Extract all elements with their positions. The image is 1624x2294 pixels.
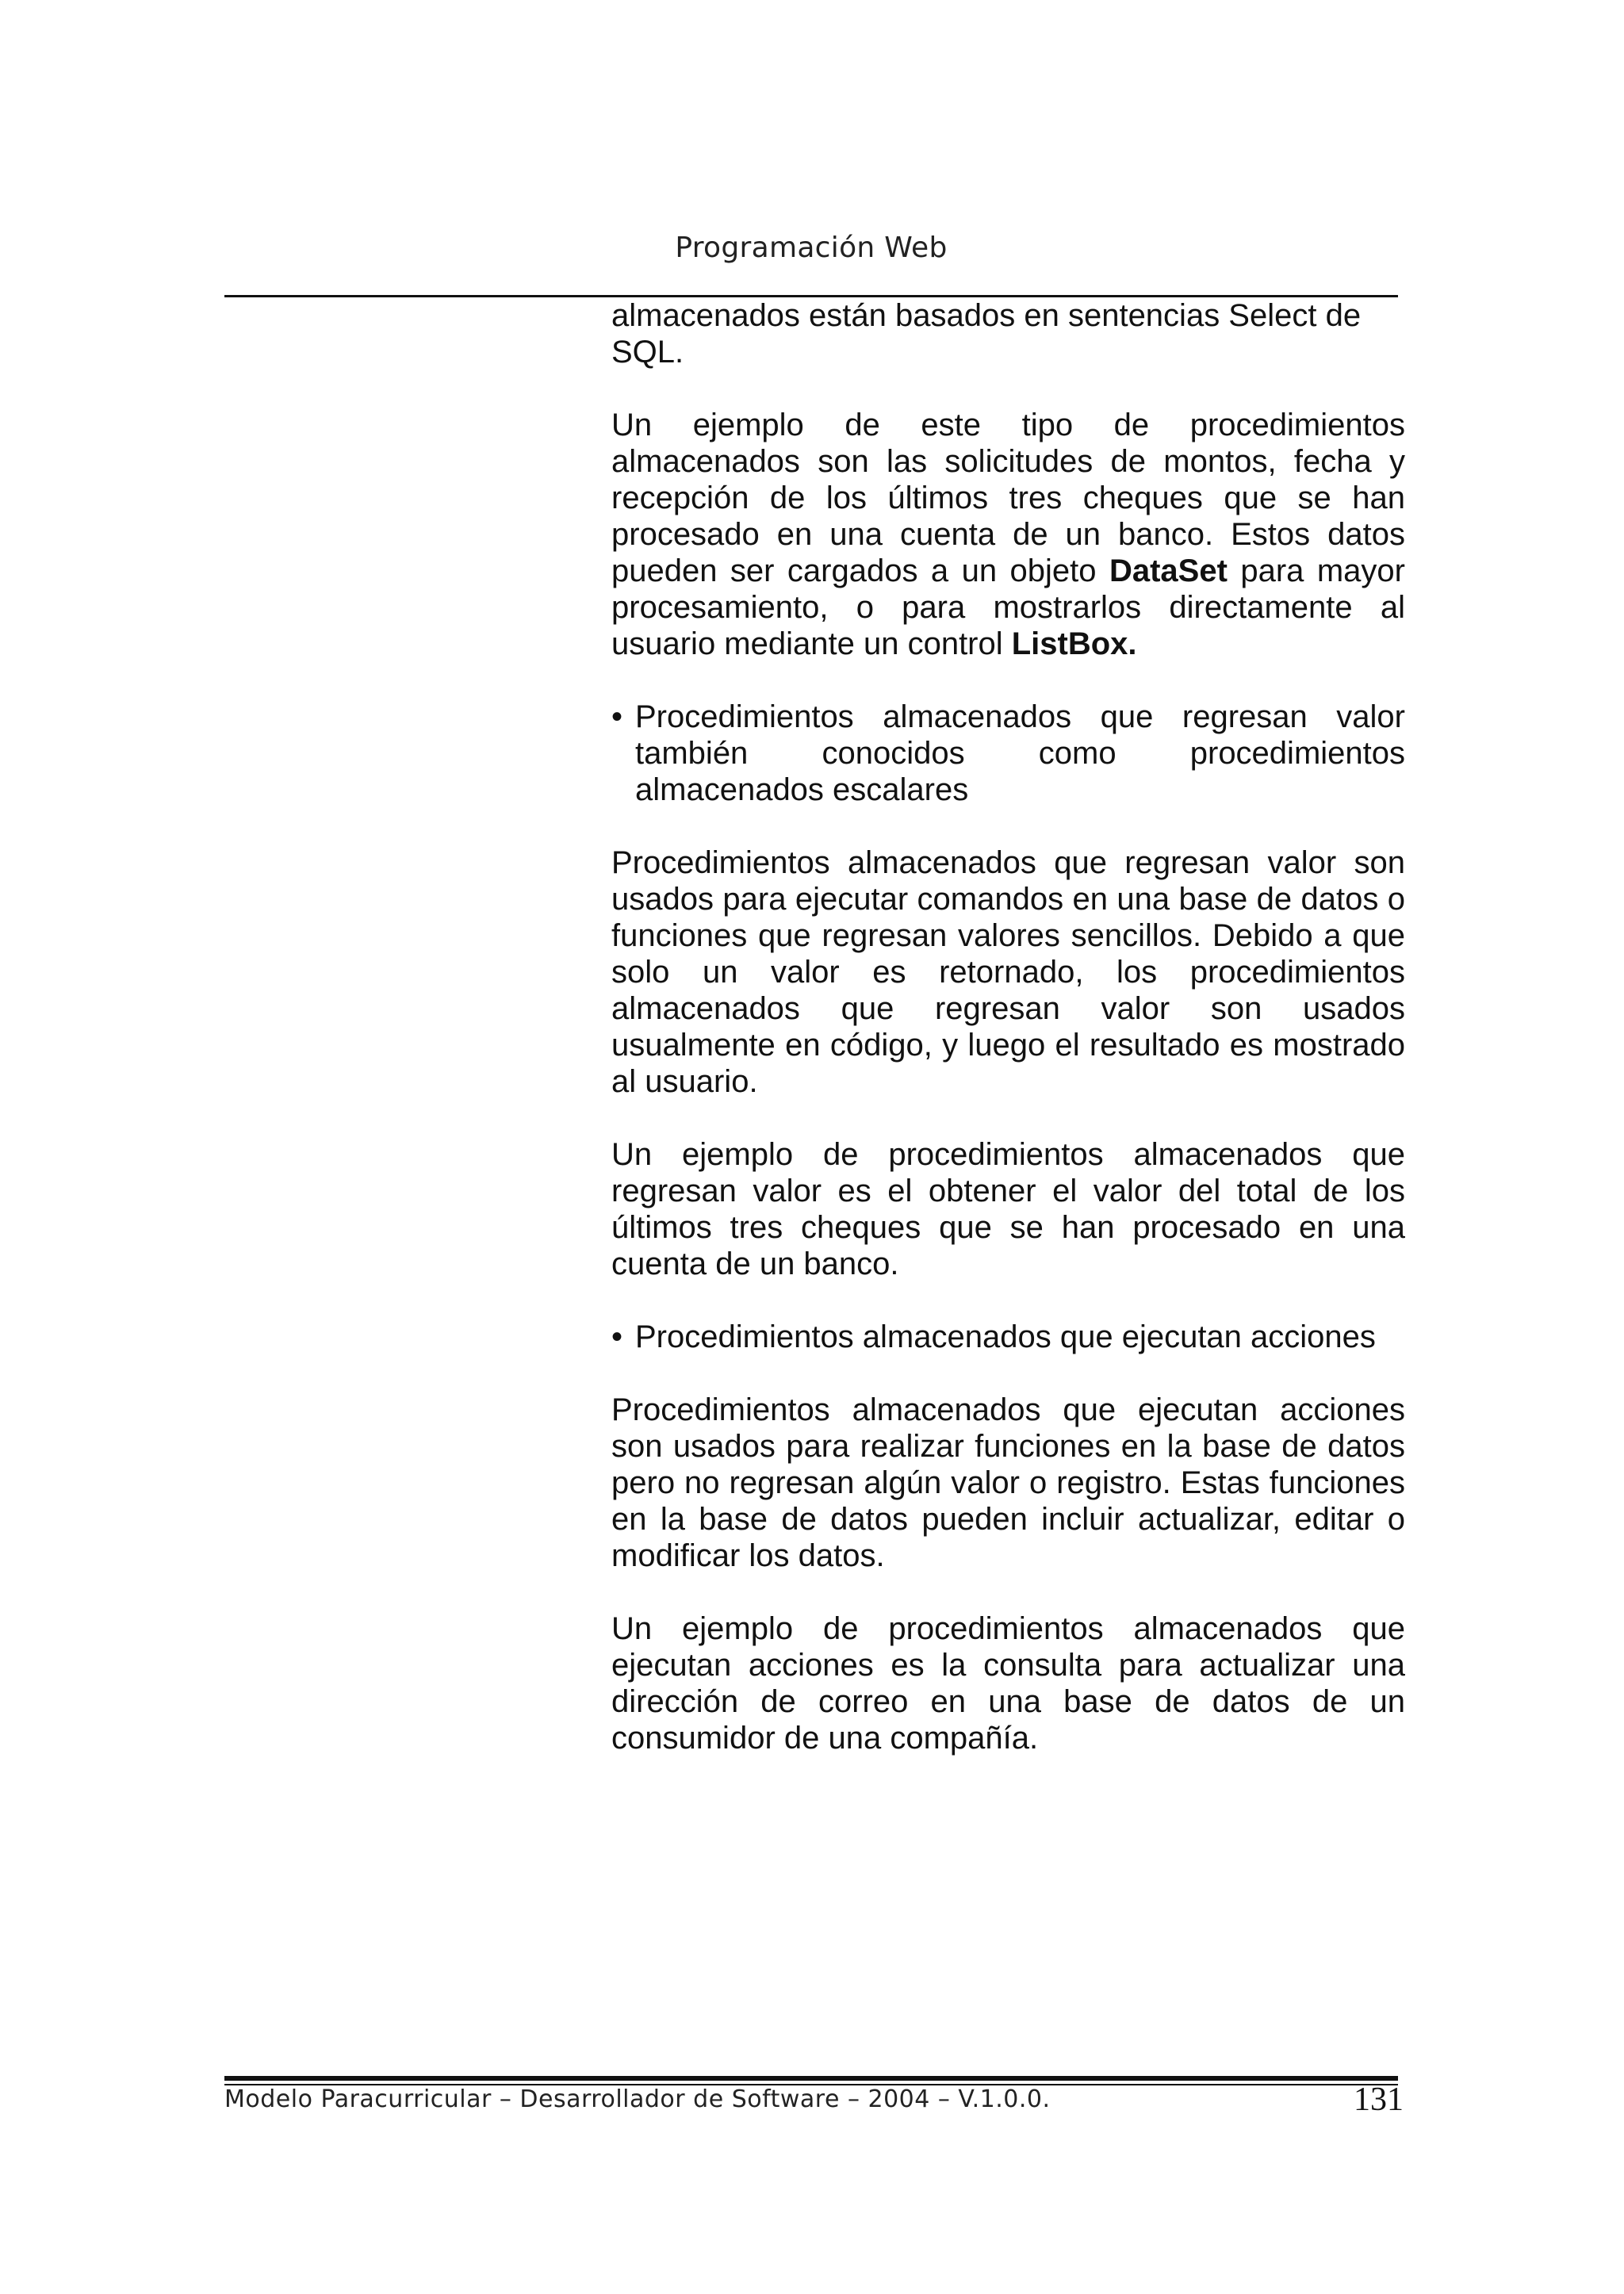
paragraph-example-select (611, 407, 1405, 662)
paragraph-text: Un ejemplo de este tipo de procedimientos almacenados son las solicitudes de montos, fecha y recepción de los últimos tres cheques que se han procesado en una cuenta de un banco. Estos datos pueden ser cargados a un objeto (611, 408, 1405, 588)
paragraph-text: para mayor procesamiento, o para mostrarlos directamente al usuario mediante un control (611, 553, 1405, 661)
footer-rule-thick (224, 2076, 1398, 2081)
bullet-text: Procedimientos almacenados que ejecutan acciones (635, 1319, 1376, 1354)
paragraph-scalar-example: Un ejemplo de procedimientos almacenados que regresan valor es el obtener el valor del total de los últimos tres cheques que se han procesado en una cuenta de un banco. (611, 1137, 1405, 1281)
paragraph-scalar-description: Procedimientos almacenados que regresan valor son usados para ejecutar comandos en una base de datos o funciones que regresan valores sencillos. Debido a que solo un valor es retornado, los procedimientos almacenados que regresan valor son usados usualmente en código, y luego el resultado es mostrado al usuario. (611, 845, 1405, 1099)
paragraph-actions-example: Un ejemplo de procedimientos almacenados que ejecutan acciones es la consulta para actualizar una dirección de correo en una base de datos de un consumidor de una compañía. (611, 1611, 1405, 1756)
bullet-item-scalar (611, 699, 1405, 808)
bullet-text: Procedimientos almacenados que regresan valor también conocidos como procedimientos almacenados escalares (635, 699, 1405, 807)
bullet-icon: • (611, 699, 623, 734)
footer-text: Modelo Paracurricular – Desarrollador de Software – 2004 – V.1.0.0. (224, 2085, 1051, 2113)
bullet-icon: • (611, 1319, 623, 1354)
paragraph-continuation: almacenados están basados en sentencias Select de SQL. (611, 298, 1362, 370)
page-number: 131 (1354, 2081, 1404, 2118)
bullet-item-actions (611, 1319, 1405, 1355)
keyword-listbox: ListBox. (1011, 626, 1137, 661)
keyword-dataset: DataSet (1109, 553, 1228, 588)
page-header-title: Programación Web (675, 232, 948, 264)
paragraph-actions-description: Procedimientos almacenados que ejecutan acciones son usados para realizar funciones en la base de datos pero no regresan algún valor o registro. Estas funciones en la base de datos pueden incluir actualizar, editar o modificar los datos. (611, 1392, 1405, 1573)
body-text-column (611, 297, 1405, 1793)
